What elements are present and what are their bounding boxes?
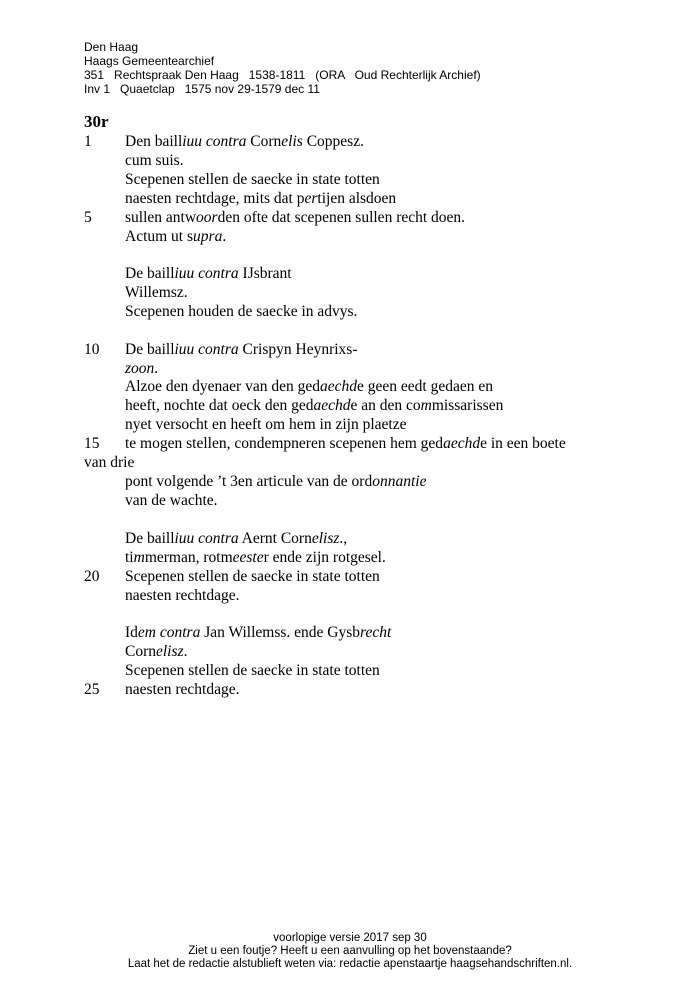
transcription-line — [0, 396, 700, 416]
line-text: De bailliuu contra Crispyn Heynrixs- — [125, 341, 358, 358]
transcription-line — [0, 208, 700, 228]
line-text: nyet versocht en heeft om hem in zijn plaetze — [125, 416, 407, 433]
header-archive: Haags Gemeentearchief — [84, 54, 215, 68]
line-text: zoon. — [125, 360, 159, 377]
line-number: 20 — [84, 568, 100, 585]
transcription-line — [0, 170, 700, 190]
transcription-line — [0, 586, 700, 606]
transcription-line — [0, 623, 700, 643]
archive-header — [84, 40, 481, 96]
footer-question: Ziet u een foutje? Heeft u een aanvulling op het bovenstaande? — [188, 945, 512, 957]
line-text: De bailliuu contra Aernt Cornelisz., — [125, 530, 348, 547]
line-text: Willemsz. — [125, 284, 188, 301]
line-text: Alzoe den dyenaer van den gedaechde geen eedt gedaen en — [125, 378, 493, 395]
transcription-line — [0, 359, 700, 379]
line-text: van de wachte. — [125, 492, 218, 509]
line-text: Scepenen houden de saecke in advys. — [125, 303, 358, 320]
line-text: Scepenen stellen de saecke in state totten — [125, 662, 380, 679]
header-city: Den Haag — [84, 40, 139, 54]
page-footer — [0, 932, 700, 971]
header-inventory: Inv 1 Quaetclap 1575 nov 29-1579 dec 11 — [84, 82, 320, 96]
line-text: De bailliuu contra IJsbrant — [125, 265, 292, 282]
transcription-line — [0, 415, 700, 435]
transcription-line — [0, 680, 700, 700]
transcription-line — [0, 132, 700, 152]
transcription-line — [0, 661, 700, 681]
line-number: 15 — [84, 435, 100, 452]
line-text: te mogen stellen, condempneren scepenen hem gedaechde in een boete — [125, 435, 566, 452]
line-text: sullen antwoorden ofte dat scepenen sullen recht doen. — [125, 209, 466, 226]
line-text: naesten rechtdage. — [125, 587, 240, 604]
transcription-line — [0, 189, 700, 209]
transcription-line — [0, 151, 700, 171]
transcription-line — [0, 377, 700, 397]
transcription-line — [0, 491, 700, 511]
line-text: naesten rechtdage. — [125, 681, 240, 698]
footer-version: voorlopige versie 2017 sep 30 — [273, 932, 427, 944]
transcription-line — [0, 302, 700, 322]
line-text: Scepenen stellen de saecke in state totten — [125, 171, 380, 188]
line-text: van drie — [84, 454, 135, 471]
line-text: heeft, nochte dat oeck den gedaechde an den commissarissen — [125, 397, 504, 414]
transcription-line — [0, 548, 700, 568]
line-text: Idem contra Jan Willemss. ende Gysbrecht — [125, 624, 392, 641]
transcription-line — [0, 227, 700, 247]
line-text: Scepenen stellen de saecke in state totten — [125, 568, 380, 585]
line-number: 10 — [84, 341, 100, 358]
transcription-line — [0, 529, 700, 549]
header-collection: 351 Rechtspraak Den Haag 1538-1811 (ORA Oud Rechterlijk Archief) — [84, 68, 481, 82]
transcription-line — [0, 642, 700, 662]
transcription-line — [0, 434, 700, 454]
line-text: naesten rechtdage, mits dat pertijen alsdoen — [125, 190, 397, 207]
transcription-line — [0, 264, 700, 284]
transcription-line — [0, 283, 700, 303]
line-number: 5 — [84, 209, 92, 226]
line-text: cum suis. — [125, 152, 184, 169]
line-text: timmerman, rotmeester ende zijn rotgesel. — [125, 549, 386, 566]
transcription-line — [0, 340, 700, 360]
transcription-line — [0, 567, 700, 587]
folio-number: 30r — [84, 112, 109, 131]
line-text: pont volgende ’t 3en articule van de ordonnantie — [125, 473, 427, 490]
line-text: Actum ut supra. — [125, 228, 227, 245]
line-number: 25 — [84, 681, 100, 698]
transcription-line — [0, 472, 700, 492]
transcription-line — [0, 453, 700, 473]
line-number: 1 — [84, 133, 92, 150]
line-text: Cornelisz. — [125, 643, 188, 660]
line-text: Den bailliuu contra Cornelis Coppesz. — [125, 133, 364, 150]
footer-contact: Laat het de redactie alstublieft weten via: redactie apenstaartje haagsehandschriften.nl. — [127, 958, 573, 970]
